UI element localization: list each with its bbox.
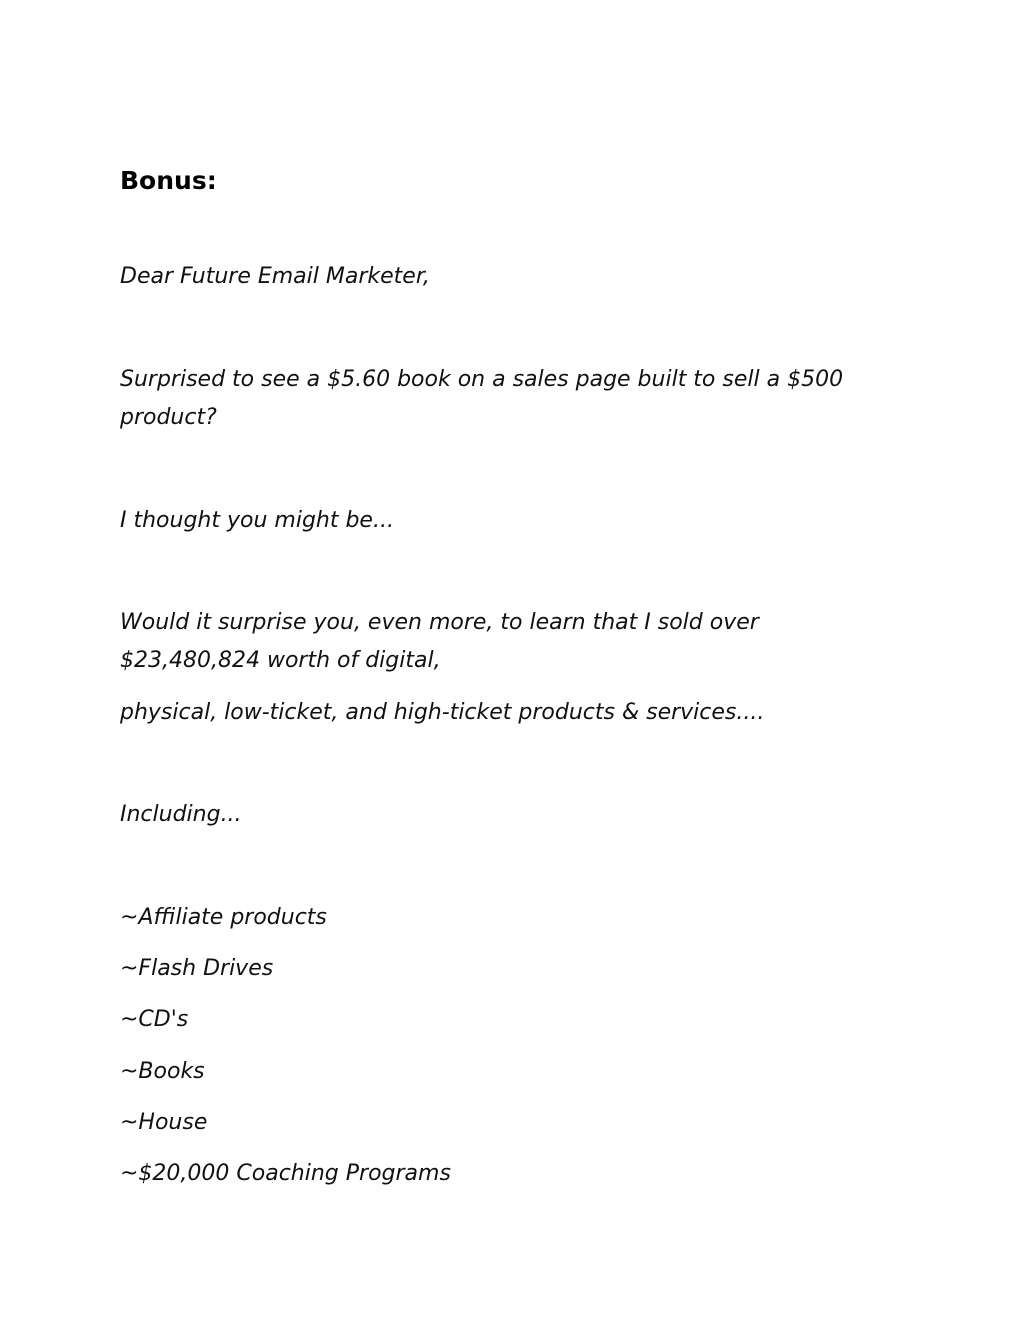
list-item: ~Flash Drives: [120, 956, 274, 981]
list-item: ~Books: [120, 1059, 205, 1084]
greeting-paragraph: Dear Future Email Marketer,: [120, 264, 430, 289]
sales-line-1: Would it surprise you, even more, to learn that I sold over: [120, 610, 759, 635]
including-paragraph: Including...: [120, 802, 242, 827]
list-item: ~House: [120, 1110, 208, 1135]
list-item: ~$20,000 Coaching Programs: [120, 1161, 451, 1186]
list-item: ~CD's: [120, 1007, 189, 1032]
list-item: ~Affiliate products: [120, 905, 327, 930]
products-paragraph: physical, low-ticket, and high-ticket products & services....: [120, 700, 765, 725]
intro-paragraph: [120, 361, 900, 437]
intro-line-2: product?: [120, 405, 217, 430]
intro-line-1: Surprised to see a $5.60 book on a sales page built to sell a $500: [120, 367, 844, 392]
section-heading: Bonus:: [120, 166, 217, 195]
thought-paragraph: I thought you might be...: [120, 508, 394, 533]
sales-paragraph: [120, 604, 900, 680]
sales-line-2: $23,480,824 worth of digital,: [120, 648, 441, 673]
